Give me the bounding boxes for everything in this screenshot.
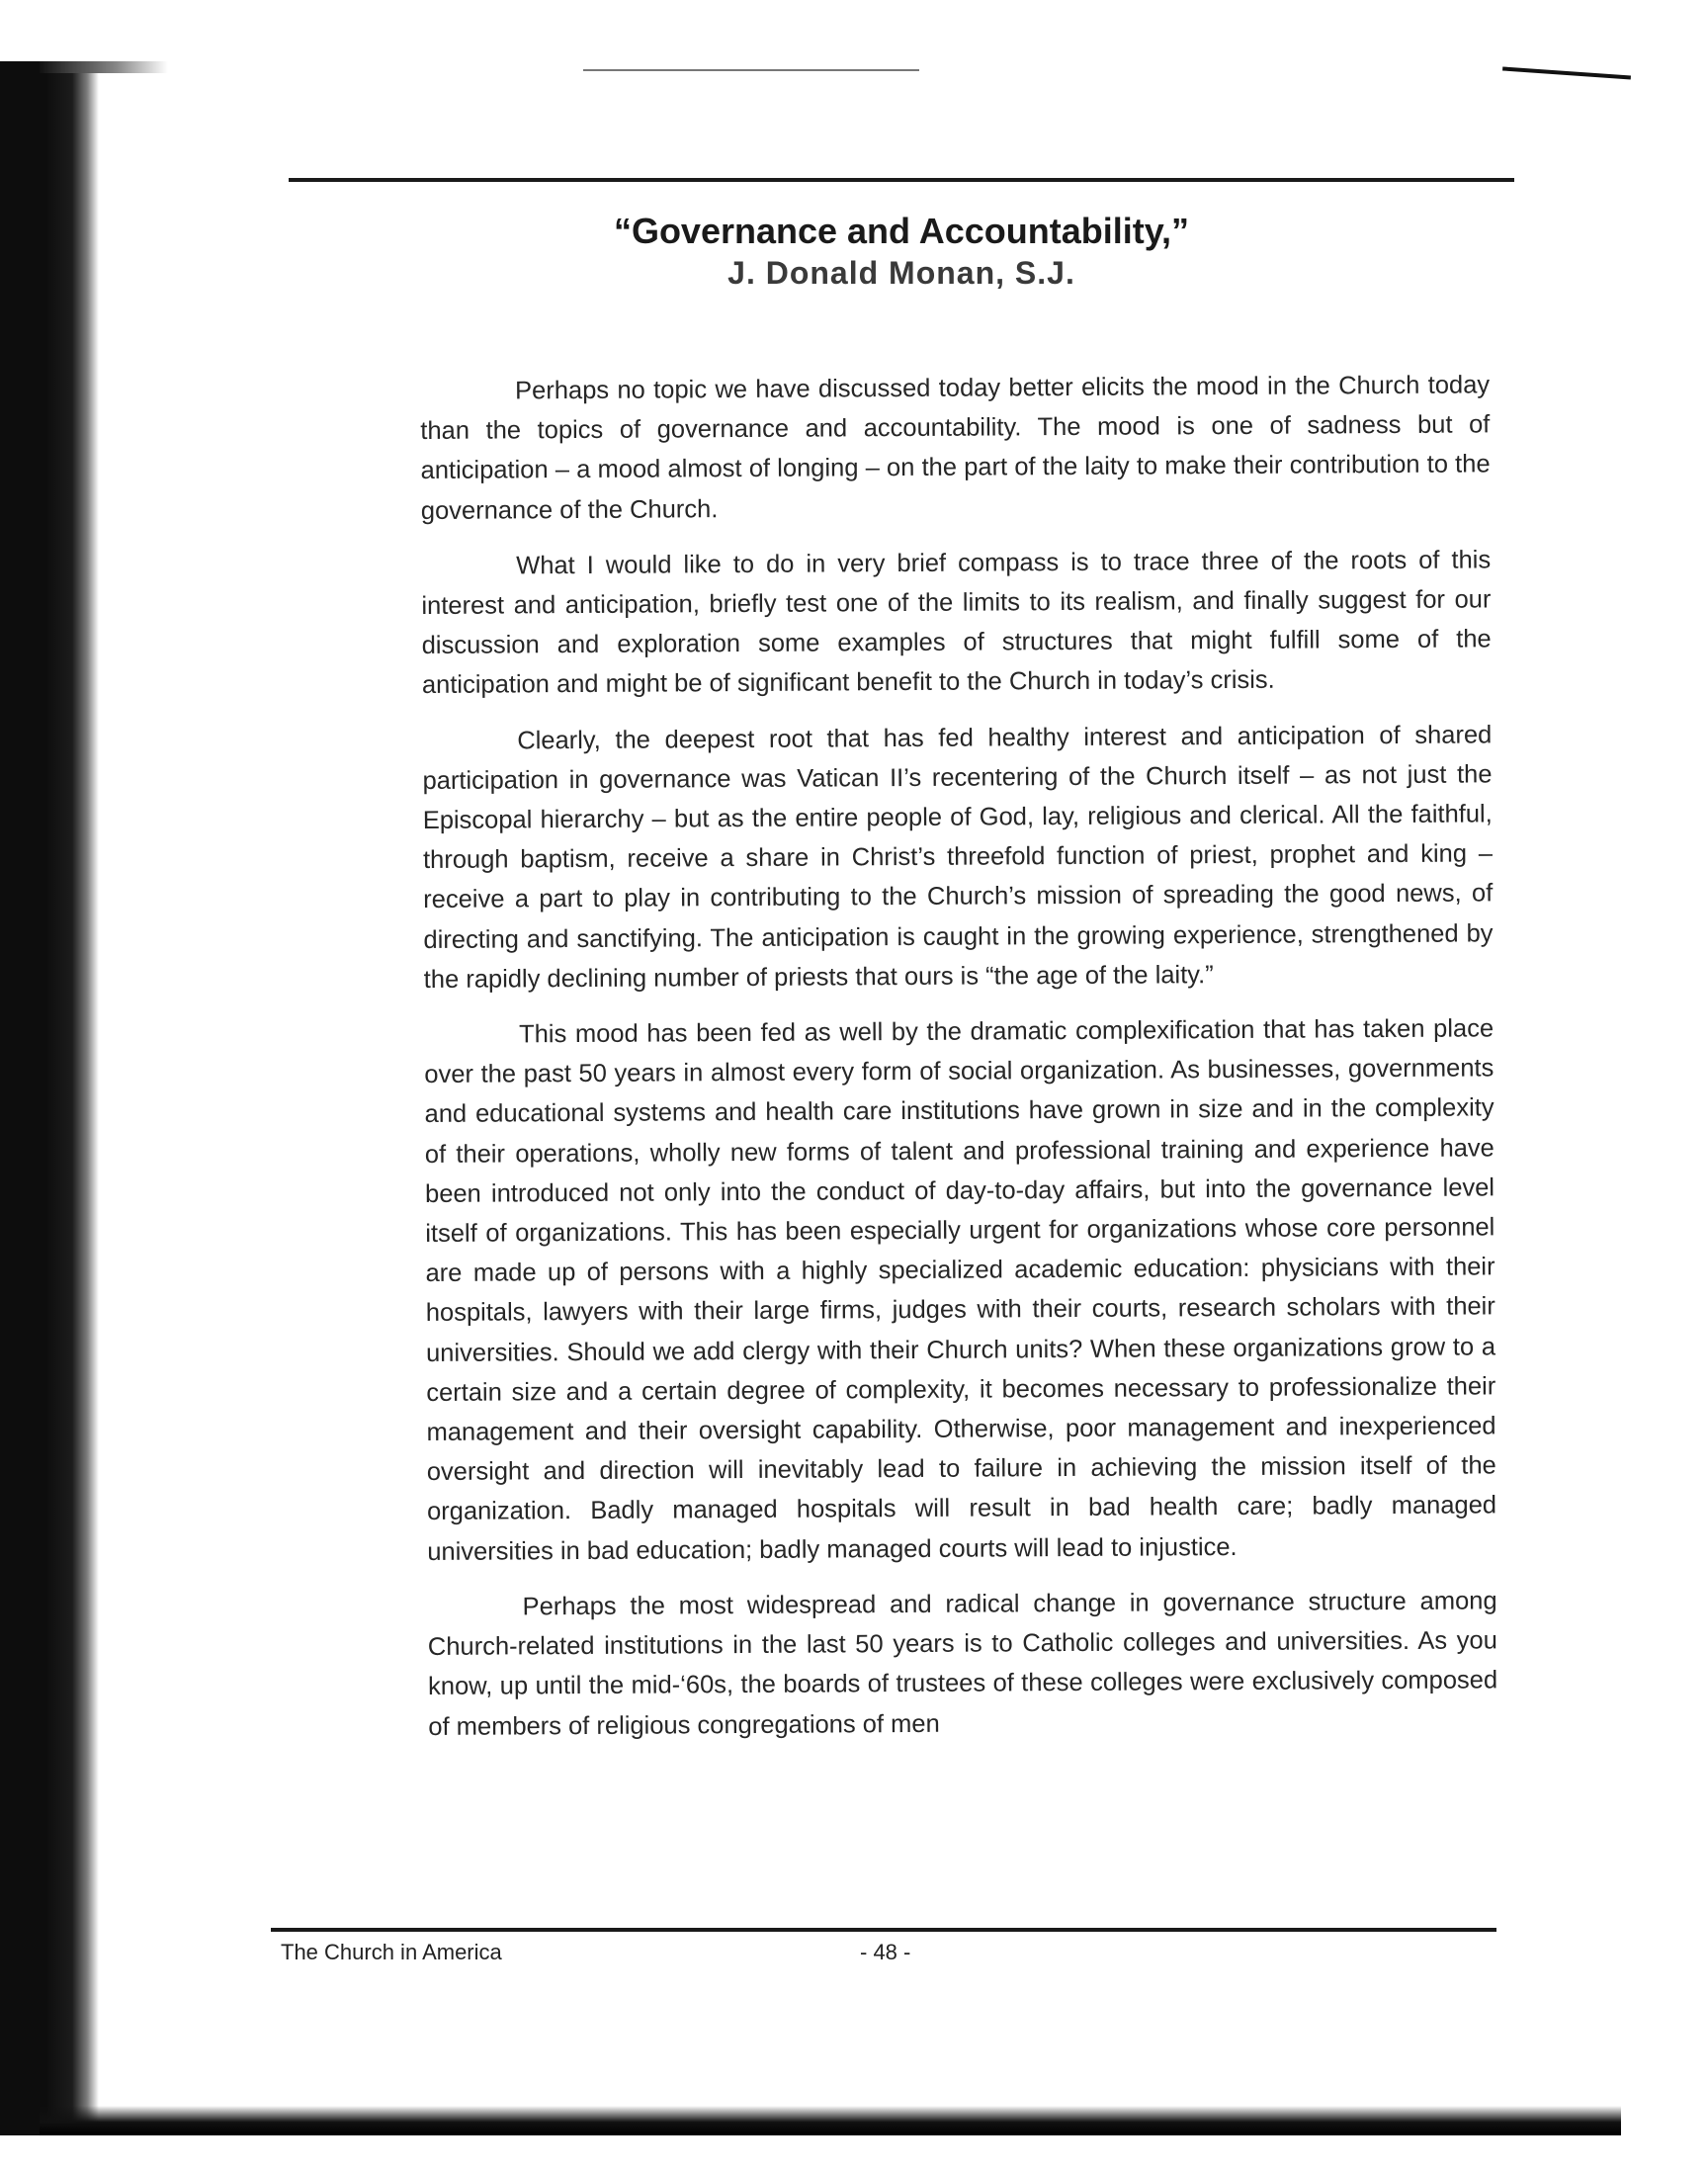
paragraph-3: Clearly, the deepest root that has fed healthy interest and anticipation of shared participation in governance was Vatican II’s recentering of the Church itself – as not just the Episcopal hierarchy – but as the entire people of God, lay, religious and clerical. All the faithful, through baptism, receive a share in Christ’s threefold function of priest, prophet and king – receive a part to play in contributing to the Church’s mission of spreading the good news, of directing and sanctifying. The anticipation is caught in the growing experience, strengthened by the rapidly declining number of priests that ours is “the age of the laity.” bbox=[422, 721, 1494, 994]
paragraph-5: Perhaps the most widespread and radical change in governance structure among Church-related institutions in the last 50 years is to Catholic colleges and universities. As you know, up until the mid-‘60s, the boards of trustees of these colleges were exclusively composed of members of religious congregations of men bbox=[427, 1587, 1498, 1741]
paragraph-1: Perhaps no topic we have discussed today better elicits the mood in the Church today than the topics of governance and accountability. The mood is one of sadness but of anticipation – a mood almost of longing – on the part of the laity to make their contribution to the governance of the Church. bbox=[420, 371, 1491, 525]
paragraph-2: What I would like to do in very brief compass is to trace three of the roots of this interest and anticipation, briefly test one of the limits to its realism, and finally suggest for our discussion and exploration some examples of structures that might fulfill some of the anticipation and might be of significant benefit to the Church in today’s crisis. bbox=[421, 546, 1492, 700]
title-block bbox=[289, 210, 1514, 293]
header-rule bbox=[289, 178, 1514, 182]
author-name: J. Donald Monan, S.J. bbox=[727, 255, 1075, 291]
footer-publication: The Church in America bbox=[281, 1940, 502, 1964]
page-title: “Governance and Accountability,” bbox=[613, 211, 1190, 251]
scan-top-edge bbox=[40, 61, 168, 73]
footer-rule bbox=[271, 1928, 1496, 1932]
body-text bbox=[420, 365, 1498, 1762]
scan-top-line bbox=[583, 69, 919, 71]
scan-left-shadow bbox=[40, 61, 99, 2135]
paragraph-4: This mood has been fed as well by the dramatic complexification that has taken place over the past 50 years in almost every form of social organization. As businesses, governments and educational systems and health care institutions have grown in size and in the complexity of their operations, wholly new forms of talent and professional training and experience have been introduced not only into the conduct of day-to-day affairs, but into the governance level itself of organizations. This has been especially urgent for organizations whose core personnel are made up of persons with a highly specialized academic education: physicians with their hospitals, lawyers with their large firms, judges with their courts, research scholars with their universities. Should we add clergy with their Church units? When these organizations grow to a certain size and a certain degree of complexity, it becomes necessary to professionalize their management and their oversight capability. Otherwise, poor management and inexperienced oversight and direction will inevitably lead to failure in achieving the mission itself of the organization. Badly managed hospitals will result in bad health care; badly managed universities in bad education; badly managed courts will lead to injustice. bbox=[424, 1014, 1497, 1566]
scan-bottom-edge bbox=[40, 2106, 1621, 2135]
footer-page-number: - 48 - bbox=[860, 1940, 911, 1964]
scan-left-edge bbox=[0, 61, 47, 2135]
scan-top-right-mark bbox=[1502, 66, 1631, 79]
